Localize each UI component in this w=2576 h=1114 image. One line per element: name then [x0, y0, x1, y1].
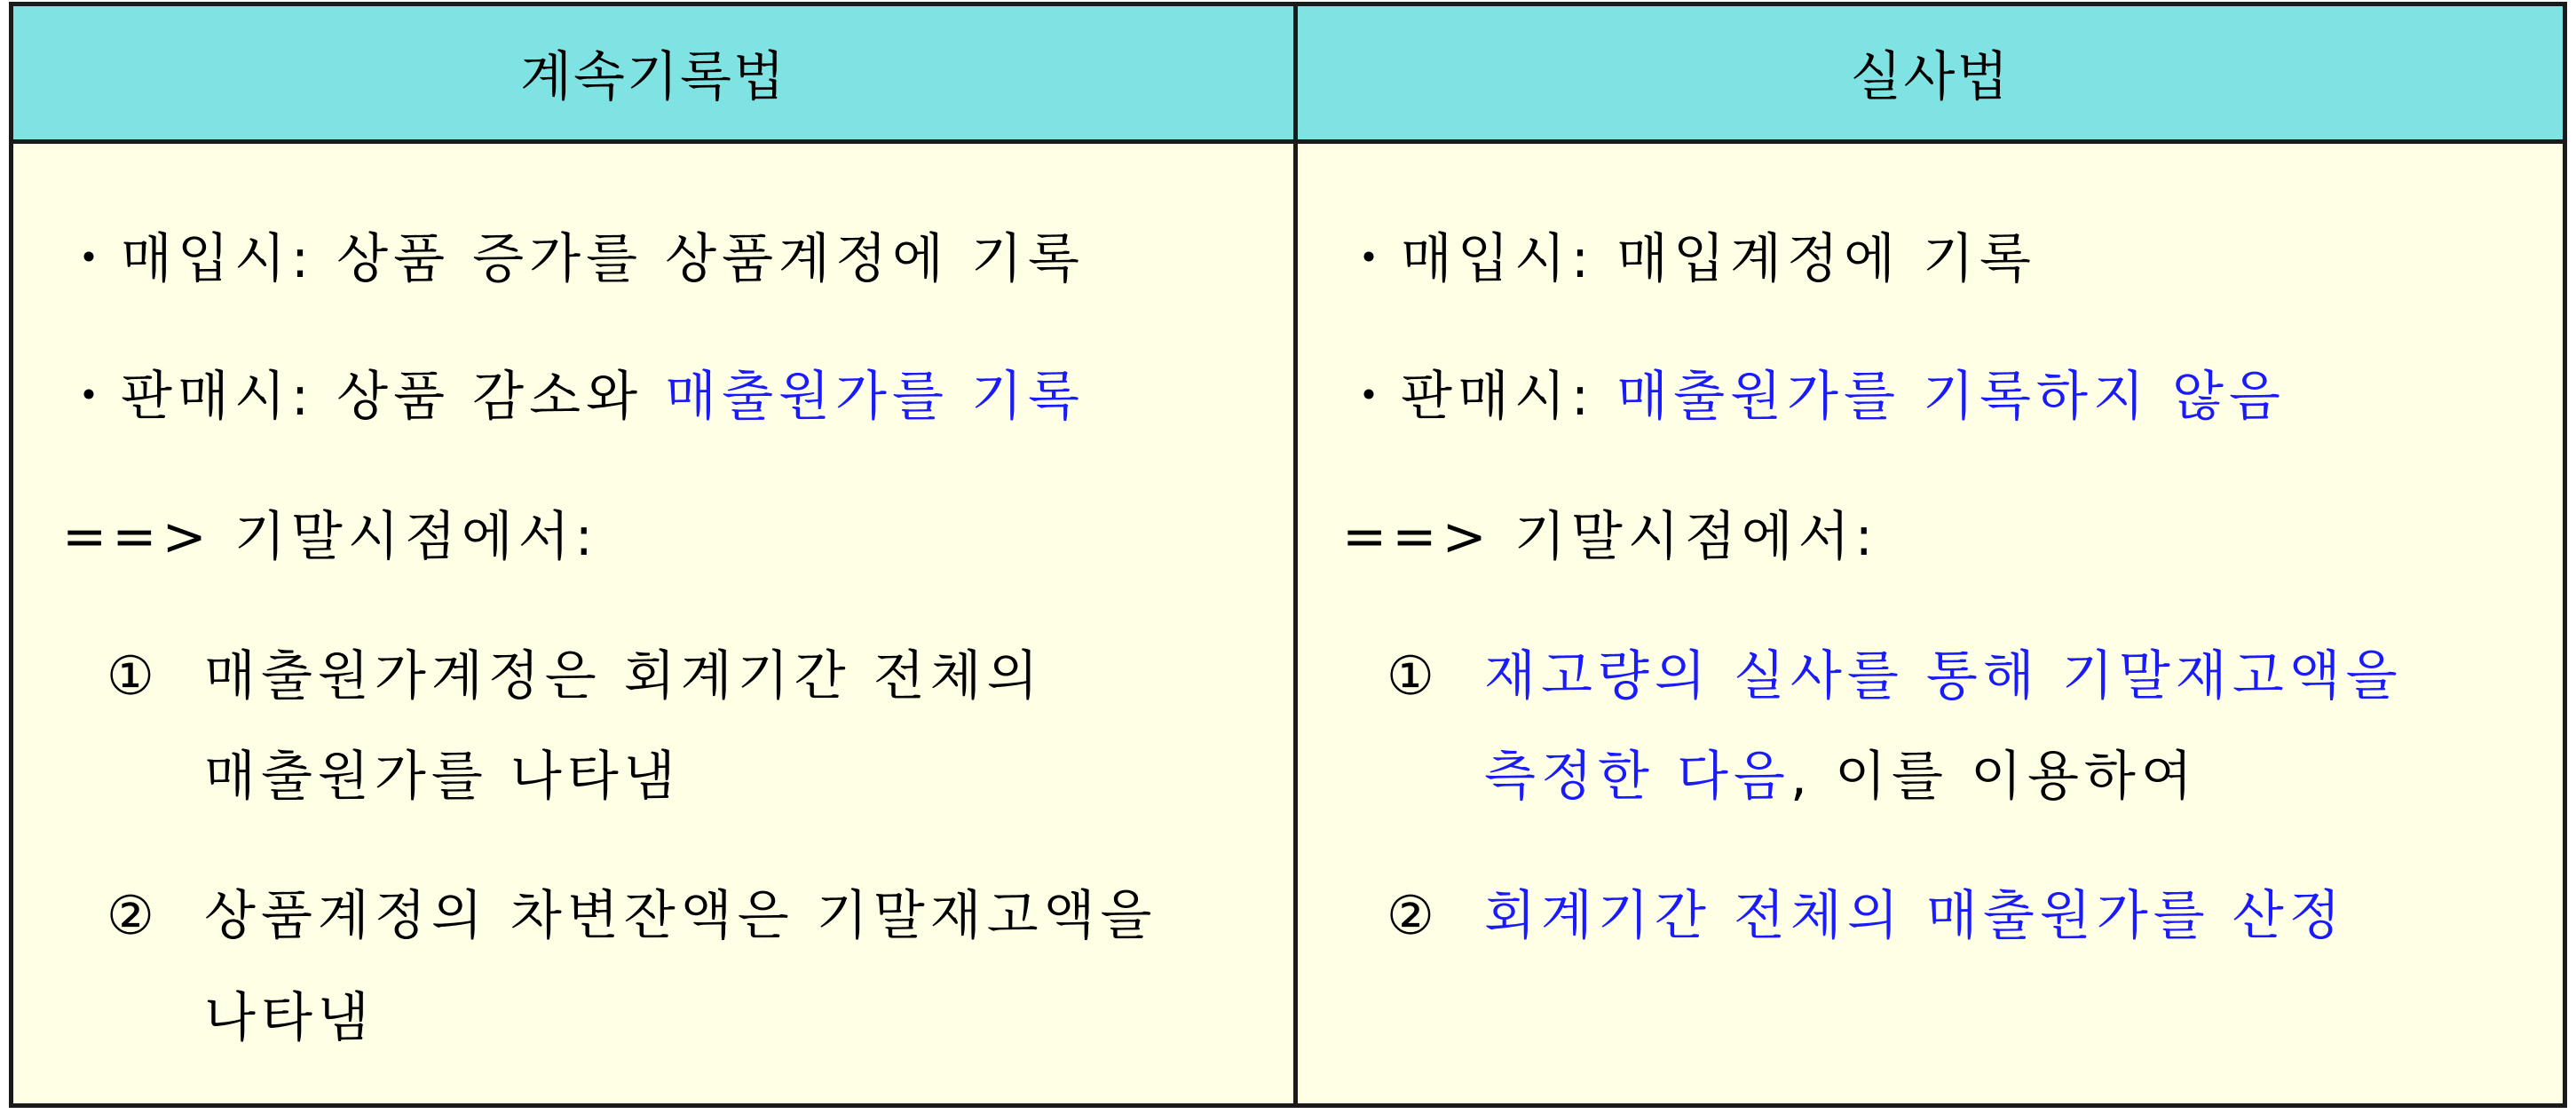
right-period-end-line: ==> 기말시점에서: [1342, 506, 1878, 568]
left-purchase-text: ・매입시: 상품 증가를 상품계정에 기록 [62, 228, 1085, 290]
column-divider [1293, 6, 1298, 1103]
left-item1-marker: ① [107, 645, 160, 707]
left-item1-line1: 매출원가계정은 회계기간 전체의 [204, 645, 1044, 707]
left-sale-prefix: ・판매시: 상품 감소와 [62, 366, 666, 428]
left-period-end-line: ==> 기말시점에서: [62, 506, 598, 568]
right-sale-prefix: ・판매시: [1342, 366, 1617, 428]
right-purchase-text: ・매입시: 매입계정에 기록 [1342, 228, 2036, 290]
right-item1-line2-rest: , 이를 이용하여 [1790, 746, 2198, 808]
right-item1-line2-highlight: 측정한 다음 [1484, 746, 1790, 808]
left-sale-highlight: 매출원가를 기록 [665, 366, 1085, 428]
right-sale-highlight: 매출원가를 기록하지 않음 [1616, 366, 2286, 428]
header-periodic-method: 실사법 [1850, 46, 2011, 108]
header-perpetual-method: 계속기록법 [520, 46, 786, 108]
right-item1-line2 [1484, 746, 2198, 808]
left-purchase-line [62, 228, 1085, 290]
right-purchase-line [1342, 228, 2036, 290]
right-item2-text: 회계기간 전체의 매출원가를 산정 [1484, 885, 2346, 947]
right-item2-marker: ② [1387, 885, 1440, 947]
left-item1-line2: 매출원가를 나타냄 [204, 746, 681, 808]
left-sale-line [62, 366, 1085, 428]
right-sale-line [1342, 366, 2286, 428]
left-item2-marker: ② [107, 885, 160, 947]
table-header-row [13, 6, 2563, 144]
left-item2-line2: 나타냄 [204, 987, 375, 1049]
right-item1-marker: ① [1387, 645, 1440, 707]
comparison-table [9, 2, 2567, 1108]
right-item1-line1: 재고량의 실사를 통해 기말재고액을 [1484, 645, 2403, 707]
left-item2-line1: 상품계정의 차변잔액은 기말재고액을 [204, 885, 1158, 947]
